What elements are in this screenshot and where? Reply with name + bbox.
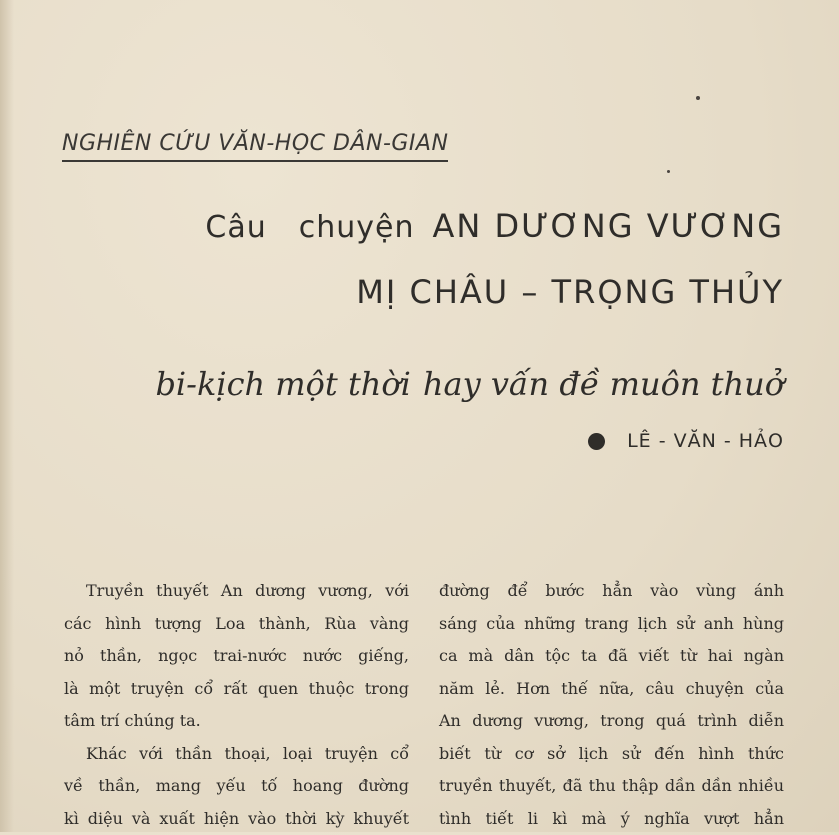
right-text-column [439, 575, 784, 835]
text-line: An dương vương, trong quá trình diễn [439, 705, 784, 738]
paper-speck [696, 96, 700, 100]
author-name: LÊ - VĂN - HẢO [627, 428, 784, 454]
title-line-1 [205, 206, 784, 248]
subtitle-part-1: bi-kịch một thời [155, 365, 410, 403]
text-line: về thần, mang yếu tố hoang đường [64, 770, 409, 803]
paper-speck [667, 170, 670, 173]
text-line: Truyền thuyết An dương vương, với [64, 575, 409, 608]
title-line-2: MỊ CHÂU – TRỌNG THỦY [356, 272, 784, 312]
bullet-dot-icon [588, 433, 605, 450]
section-label: NGHIÊN CỨU VĂN-HỌC DÂN-GIAN [62, 130, 448, 162]
page-edge-shadow [0, 0, 14, 832]
text-line: Khác với thần thoại, loại truyện cổ [64, 738, 409, 771]
subtitle-part-2: hay vấn đề muôn thuở [423, 365, 784, 403]
text-line: đường để bước hẳn vào vùng ánh [439, 575, 784, 608]
text-line: biết từ cơ sở lịch sử đến hình thức [439, 738, 784, 771]
text-line: là một truyện cổ rất quen thuộc trong [64, 673, 409, 706]
title-lead-word: Câu [205, 210, 266, 245]
text-line: sáng của những trang lịch sử anh hùng [439, 608, 784, 641]
author-byline [588, 428, 784, 454]
text-line: tâm trí chúng ta. [64, 705, 409, 738]
text-line: tình tiết li kì mà ý nghĩa vượt hẳn [439, 803, 784, 835]
left-text-column [64, 575, 409, 835]
text-line: ca mà dân tộc ta đã viết từ hai ngàn [439, 640, 784, 673]
text-line: năm lẻ. Hơn thế nữa, câu chuyện của [439, 673, 784, 706]
text-line: kì diệu và xuất hiện vào thời kỳ khuyết [64, 803, 409, 835]
title-caps: AN DƯƠNG VƯƠNG [432, 207, 784, 245]
subtitle [155, 364, 784, 404]
title-second-word: chuyện [299, 210, 415, 245]
text-line: nỏ thần, ngọc trai-nước nước giếng, [64, 640, 409, 673]
text-line: truyền thuyết, đã thu thập dần dần nhiều [439, 770, 784, 803]
text-line: các hình tượng Loa thành, Rùa vàng [64, 608, 409, 641]
